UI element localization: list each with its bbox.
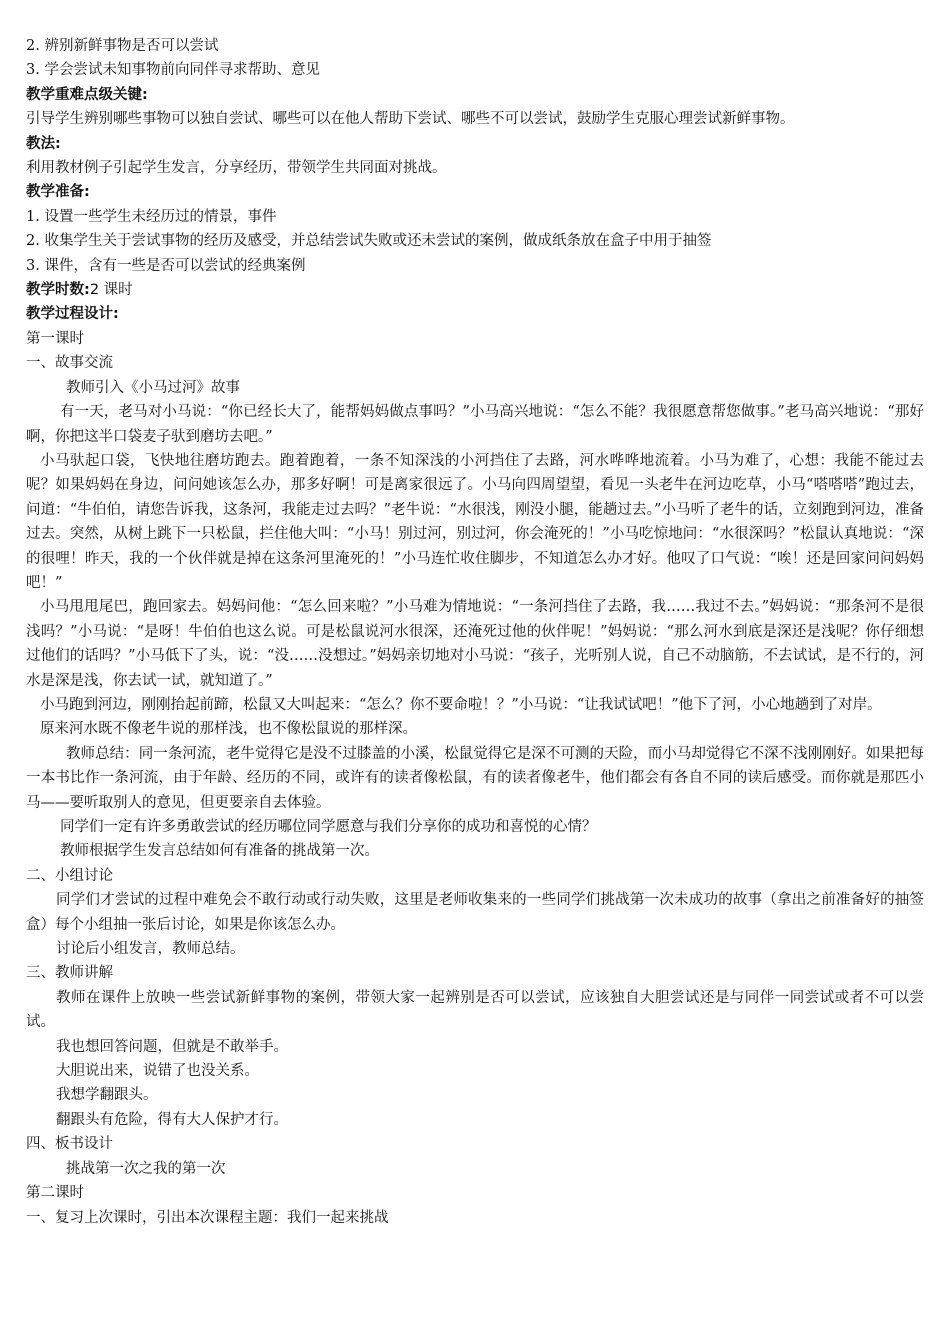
teach-text: 教师在课件上放映一些尝试新鲜事物的案例，带领大家一起辨别是否可以尝试，应该独自大胆尝试还是与同伴一同尝试或者不可以尝试。	[26, 989, 924, 1031]
teacher-summary-2: 教师根据学生发言总结如何有准备的挑战第一次。	[60, 843, 379, 860]
key-points-text: 引导学生辨别哪些事物可以独自尝试、哪些可以在他人帮助下尝试、哪些不可以尝试，鼓励学生克服心理尝试新鲜事物。	[26, 111, 795, 128]
story-paragraph-2: 小马驮起口袋，飞快地往磨坊跑去。跑着跑着，一条不知深浅的小河挡住了去路，河水哗哗地流着。小马为难了，心想：我能不能过去呢？如果妈妈在身边，问问她该怎么办，那多好啊！可是离家很远了。小马向四周望望，看见一头老牛在河边吃草，小马“嗒嗒嗒”跑过去，问道：“牛伯伯，请您告诉我，这条河，我能走过去吗？”老牛说：“水很浅，刚没小腿，能趟过去。”小马听了老牛的话，立刻跑到河边，准备过去。突然，从树上跳下一只松鼠，拦住他大叫：“小马！别过河，别过河，你会淹死的！”小马吃惊地问：“水很深吗？”松鼠认真地说：“深的很哩！昨天，我的一个伙伴就是掉在这条河里淹死的！”小马连忙收住脚步，不知道怎么办才好。他叹了口气说：“唉！还是回家问问妈妈吧！”	[26, 452, 924, 591]
lesson-plan-document	[26, 34, 924, 1230]
story-paragraph-3: 小马甩甩尾巴，跑回家去。妈妈问他：“怎么回来啦？”小马难为情地说：“一条河挡住了去路，我……我过不去。”妈妈说：“那条河不是很浅吗？”小马说：“是呀！牛伯伯也这么说。可是松鼠说河水很深，还淹死过他的伙伴呢！”妈妈说：“那么河水到底是深还是浅呢？你仔细想过他们的话吗？”小马低下了头，说：“没……没想过。”妈妈亲切地对小马说：“孩子，光听别人说，自己不动脑筋，不去试试，是不行的，河水是深是浅，你去试一试，就知道了。”	[26, 599, 924, 689]
preparation-item-1: 1. 设置一些学生未经历过的情景，事件	[26, 208, 277, 225]
method-text: 利用教材例子引起学生发言，分享经历，带领学生共同面对挑战。	[26, 160, 447, 177]
case-item-3: 我想学翻跟头。	[56, 1087, 158, 1104]
group-discussion-after: 讨论后小组发言，教师总结。	[56, 941, 245, 958]
goal-item-2: 2. 辨别新鲜事物是否可以尝试	[26, 38, 219, 54]
story-paragraph-1: 有一天，老马对小马说：“你已经长大了，能帮妈妈做点事吗？”小马高兴地说：“怎么不能？我很愿意帮您做事。”老马高兴地说：“那好啊，你把这半口袋麦子驮到磨坊去吧。”	[26, 404, 924, 445]
story-paragraph-4: 小马跑到河边，刚刚抬起前蹄，松鼠又大叫起来：“怎么？你不要命啦！？”小马说：“让我试试吧！”他下了河，小心地趟到了对岸。	[40, 696, 882, 713]
section-review-heading: 一、复习上次课时，引出本次课程主题：我们一起来挑战	[26, 1209, 389, 1226]
key-points-heading: 教学重难点级关键:	[26, 86, 148, 103]
preparation-item-2: 2. 收集学生关于尝试事物的经历及感受，并总结尝试失败或还未尝试的案例，做成纸条放在盒子中用于抽签	[26, 233, 712, 250]
preparation-heading: 教学准备:	[26, 184, 90, 201]
section-teach-heading: 三、教师讲解	[26, 965, 113, 982]
case-item-4: 翻跟头有危险，得有大人保护才行。	[56, 1111, 288, 1128]
teaching-hours	[26, 278, 924, 302]
teacher-summary: 教师总结：同一条河流，老牛觉得它是没不过膝盖的小溪，松鼠觉得它是深不可测的天险，而小马却觉得它不深不浅刚刚好。如果把每一本书比作一条河流，由于年龄、经历的不同，或许有的读者像松鼠，有的读者像老牛，他们都会有各自不同的读后感受。而你就是那匹小马——要听取别人的意见，但更要亲自去体验。	[26, 745, 924, 811]
section-story-heading: 一、故事交流	[26, 355, 113, 372]
story-intro: 教师引入《小马过河》故事	[66, 379, 240, 396]
story-paragraph-5: 原来河水既不像老牛说的那样浅，也不像松鼠说的那样深。	[40, 721, 417, 738]
case-item-2: 大胆说出来，说错了也没关系。	[56, 1063, 259, 1080]
process-heading: 教学过程设计:	[26, 306, 119, 323]
teaching-hours-heading: 教学时数:	[26, 282, 90, 299]
case-item-1: 我也想回答问题，但就是不敢举手。	[56, 1038, 288, 1055]
goal-item-3: 3. 学会尝试未知事物前向同伴寻求帮助、意见	[26, 62, 320, 79]
lesson-1-label: 第一课时	[26, 330, 84, 347]
preparation-item-3: 3. 课件，含有一些是否可以尝试的经典案例	[26, 257, 306, 274]
group-discussion-text: 同学们才尝试的过程中难免会不敢行动或行动失败，这里是老师收集来的一些同学们挑战第一次未成功的故事（拿出之前准备好的抽签盒）每个小组抽一张后讨论，如果是你该怎么办。	[26, 892, 924, 933]
board-design-text: 挑战第一次之我的第一次	[66, 1160, 226, 1177]
teaching-hours-value: 2 课时	[89, 282, 133, 299]
method-heading: 教法:	[26, 135, 61, 152]
section-board-heading: 四、板书设计	[26, 1136, 113, 1153]
share-prompt: 同学们一定有许多勇敢尝试的经历哪位同学愿意与我们分享你的成功和喜悦的心情？	[60, 819, 597, 835]
section-group-heading: 二、小组讨论	[26, 867, 113, 884]
lesson-2-label: 第二课时	[26, 1185, 84, 1202]
